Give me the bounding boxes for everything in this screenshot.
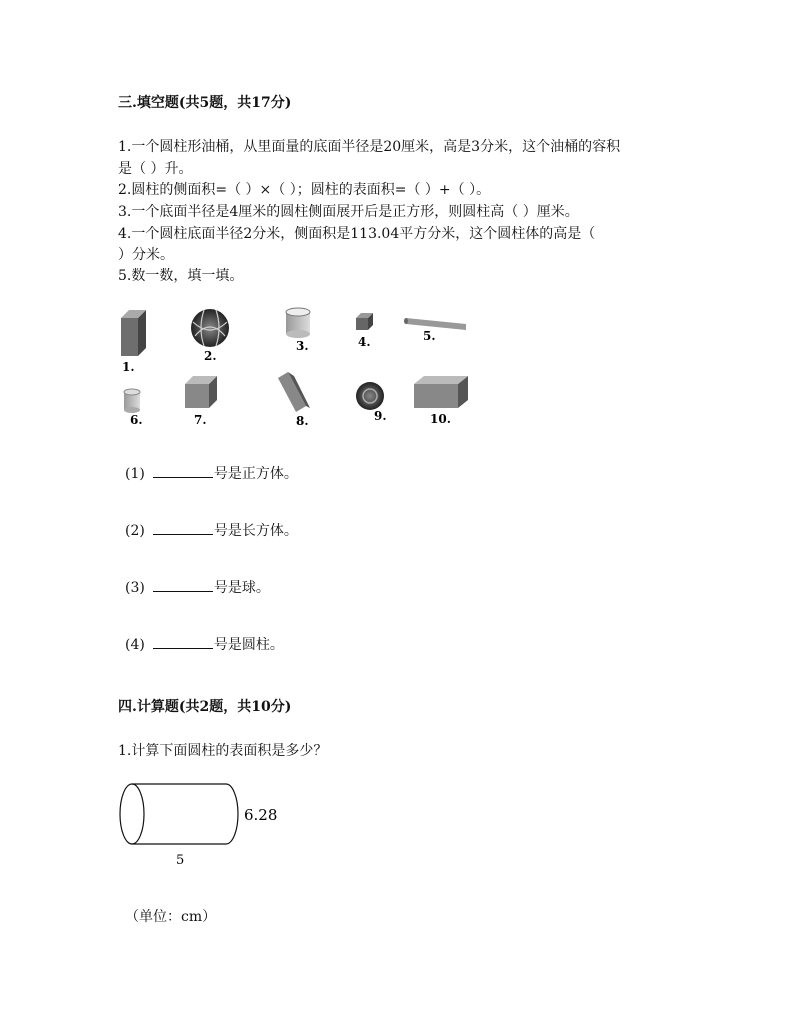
question-4-line-2: ）分米。 <box>118 247 174 263</box>
answer-blank-4[interactable] <box>153 636 213 649</box>
solid-2-ball <box>191 309 229 347</box>
sub-question-3 <box>125 579 270 597</box>
sub-question-3-number: (3) <box>125 580 145 596</box>
figure-label-10: 10. <box>430 412 451 426</box>
solid-1-tall-box <box>121 310 146 356</box>
figure-label-7: 7. <box>194 413 207 427</box>
figure-label-1: 1. <box>122 360 135 374</box>
sub-question-4-text: 号是圆柱。 <box>213 637 284 653</box>
figure-label-2: 2. <box>204 349 217 363</box>
solid-10-large-box <box>414 376 468 408</box>
answer-blank-1[interactable] <box>153 465 213 478</box>
solid-9-sphere <box>356 382 384 410</box>
solid-4-small-cube <box>356 313 373 330</box>
unit-note: （单位：cm） <box>125 909 217 925</box>
solid-3-cylinder <box>286 308 310 338</box>
sub-question-2 <box>125 522 298 540</box>
answer-blank-3[interactable] <box>153 579 213 592</box>
question-1-line-2: 是（ ）升。 <box>118 161 193 177</box>
question-3: 3.一个底面半径是4厘米的圆柱侧面展开后是正方形，则圆柱高（ ）厘米。 <box>118 204 579 220</box>
question-5: 5.数一数，填一填。 <box>118 268 244 284</box>
figure-label-8: 8. <box>296 414 309 428</box>
section-3-heading: 三.填空题(共5题，共17分) <box>118 95 292 111</box>
sub-question-1-number: (1) <box>125 466 145 482</box>
answer-blank-2[interactable] <box>153 522 213 535</box>
question-4-line-1: 4.一个圆柱底面半径2分米，侧面积是113.04平方分米，这个圆柱体的高是（ <box>118 226 596 242</box>
question-1-line-1: 1.一个圆柱形油桶，从里面量的底面半径是20厘米，高是3分米，这个油桶的容积 <box>118 139 621 155</box>
cylinder-diagram <box>118 780 298 876</box>
cylinder-height-label: 6.28 <box>244 806 278 824</box>
figure-label-9: 9. <box>374 409 387 423</box>
section-4-heading: 四.计算题(共2题，共10分) <box>118 699 292 715</box>
figure-label-3: 3. <box>296 339 309 353</box>
sub-question-4 <box>125 636 284 654</box>
cylinder-diameter-label: 5 <box>176 853 185 868</box>
sub-question-1 <box>125 465 298 483</box>
sub-question-3-text: 号是球。 <box>213 580 270 596</box>
sub-question-2-number: (2) <box>125 523 145 539</box>
solid-8-tilted-box <box>278 372 310 412</box>
solids-illustration <box>118 298 470 430</box>
question-2: 2.圆柱的侧面积=（ ）×（ ）；圆柱的表面积=（ ）+（ ）。 <box>118 182 491 198</box>
sub-question-4-number: (4) <box>125 637 145 653</box>
sub-question-2-text: 号是长方体。 <box>213 523 298 539</box>
sub-question-1-text: 号是正方体。 <box>213 466 298 482</box>
solids-figure <box>118 298 470 430</box>
solid-6-small-cylinder <box>124 389 140 413</box>
cylinder-drawing <box>118 780 298 872</box>
figure-label-5: 5. <box>423 329 436 343</box>
figure-label-6: 6. <box>130 413 143 427</box>
solid-7-cube <box>185 376 217 408</box>
figure-label-4: 4. <box>358 335 371 349</box>
calc-question-1: 1.计算下面圆柱的表面积是多少？ <box>118 743 328 759</box>
